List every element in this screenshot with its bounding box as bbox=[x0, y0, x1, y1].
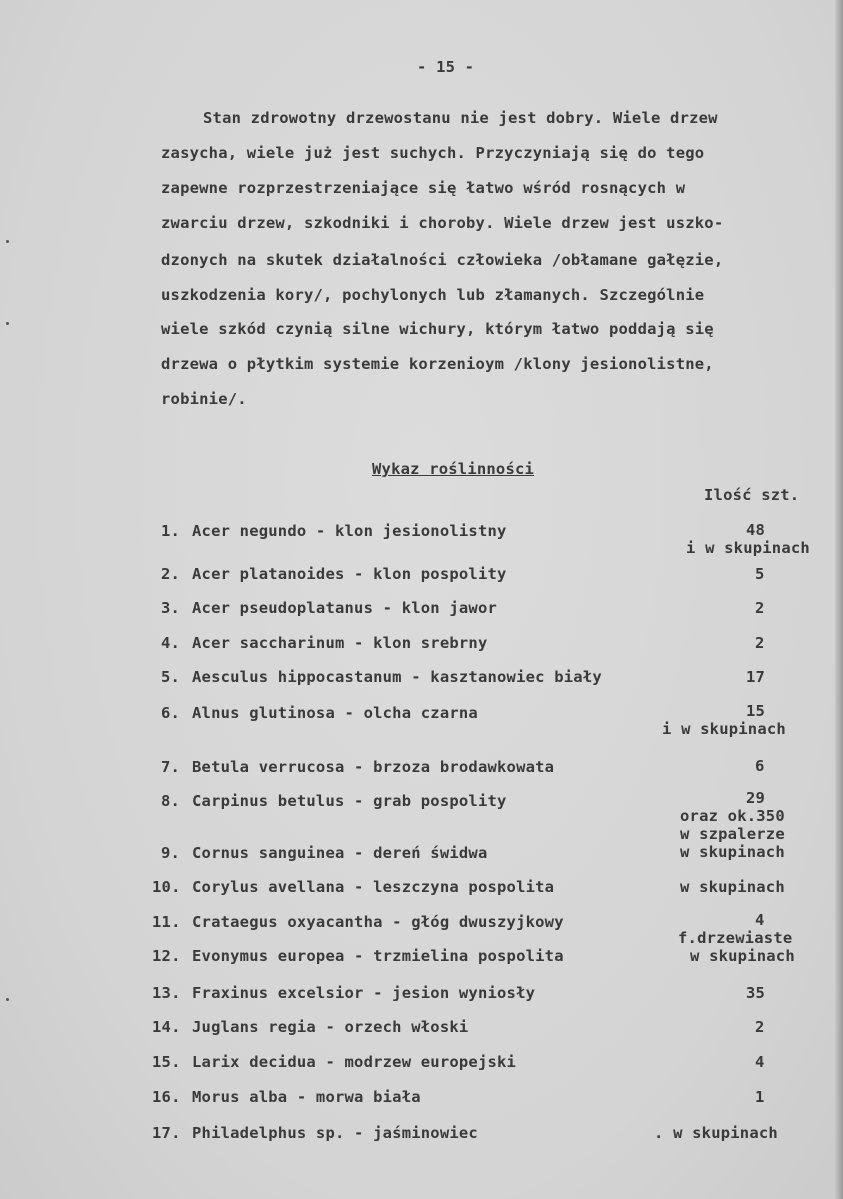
item-number: 11. bbox=[152, 913, 181, 931]
quantity-note: w szpalerze bbox=[680, 825, 785, 843]
quantity-value: 17 bbox=[746, 668, 766, 686]
paragraph-line: drzewa o płytkim systemie korzenioym /klony jesionolistne, bbox=[161, 355, 714, 373]
quantity-value: 35 bbox=[746, 984, 766, 1002]
page-number: - 15 - bbox=[417, 58, 475, 76]
species-name: Evonymus europea - trzmielina pospolita bbox=[192, 947, 564, 965]
item-number: 13. bbox=[152, 984, 181, 1002]
species-name: Philadelphus sp. - jaśminowiec bbox=[192, 1124, 478, 1142]
margin-mark bbox=[6, 240, 9, 243]
item-number: 9. bbox=[161, 844, 181, 862]
species-name: Morus alba - morwa biała bbox=[192, 1088, 421, 1106]
paragraph-line: zwarciu drzew, szkodniki i choroby. Wiele drzew jest uszko- bbox=[161, 214, 724, 232]
quantity-note: i w skupinach bbox=[662, 720, 786, 738]
paragraph-line: zasycha, wiele już jest suchych. Przyczyniają się do tego bbox=[161, 144, 705, 162]
paragraph-line: robinie/. bbox=[161, 390, 247, 408]
species-name: Larix decidua - modrzew europejski bbox=[192, 1053, 517, 1071]
species-name: Corylus avellana - leszczyna pospolita bbox=[192, 878, 555, 896]
margin-mark bbox=[6, 322, 9, 325]
species-name: Acer pseudoplatanus - klon jawor bbox=[192, 599, 498, 617]
paragraph-line: zapewne rozprzestrzeniające się łatwo wśród rosnących w bbox=[161, 179, 686, 197]
item-number: 6. bbox=[161, 704, 181, 722]
item-number: 8. bbox=[161, 792, 181, 810]
item-number: 3. bbox=[161, 599, 181, 617]
quantity-header: Ilość szt. bbox=[704, 486, 800, 504]
quantity-value: 5 bbox=[755, 565, 765, 583]
species-name: Acer negundo - klon jesionolistny bbox=[192, 522, 507, 540]
item-number: 4. bbox=[161, 634, 181, 652]
species-name: Betula verrucosa - brzoza brodawkowata bbox=[192, 758, 555, 776]
quantity-value: 1 bbox=[755, 1088, 765, 1106]
quantity-note: w skupinach bbox=[680, 878, 785, 896]
paragraph-line: dzonych na skutek działalności człowieka /obłamane gałęzie, bbox=[161, 251, 724, 269]
quantity-note: w skupinach bbox=[690, 947, 795, 965]
species-name: Acer platanoides - klon pospolity bbox=[192, 565, 507, 583]
quantity-value: 15 bbox=[746, 702, 766, 720]
quantity-note: . w skupinach bbox=[654, 1124, 778, 1142]
species-name: Fraxinus excelsior - jesion wyniosły bbox=[192, 984, 536, 1002]
species-name: Carpinus betulus - grab pospolity bbox=[192, 792, 507, 810]
item-number: 15. bbox=[152, 1053, 181, 1071]
item-number: 1. bbox=[161, 522, 181, 540]
page-edge-shadow bbox=[835, 0, 843, 1199]
species-name: Crataegus oxyacantha - głóg dwuszyjkowy bbox=[192, 913, 564, 931]
quantity-note: oraz ok.350 bbox=[680, 807, 785, 825]
quantity-value: 48 bbox=[746, 521, 766, 539]
species-name: Acer saccharinum - klon srebrny bbox=[192, 634, 488, 652]
species-name: Cornus sanguinea - dereń świdwa bbox=[192, 844, 488, 862]
quantity-value: 2 bbox=[755, 599, 765, 617]
item-number: 12. bbox=[152, 947, 181, 965]
section-title: Wykaz roślinności bbox=[372, 460, 535, 478]
quantity-value: 2 bbox=[755, 1018, 765, 1036]
quantity-note: f.drzewiaste bbox=[678, 929, 793, 947]
quantity-value: 29 bbox=[746, 789, 766, 807]
quantity-note: w skupinach bbox=[680, 843, 785, 861]
quantity-value: 2 bbox=[755, 634, 765, 652]
item-number: 16. bbox=[152, 1088, 181, 1106]
paragraph-line: wiele szkód czynią silne wichury, którym łatwo poddają się bbox=[161, 320, 714, 338]
quantity-value: 4 bbox=[755, 1053, 765, 1071]
item-number: 2. bbox=[161, 565, 181, 583]
item-number: 5. bbox=[161, 668, 181, 686]
quantity-value: 4 bbox=[755, 911, 765, 929]
paragraph-line: Stan zdrowotny drzewostanu nie jest dobry. Wiele drzew bbox=[203, 109, 718, 127]
paragraph-line: uszkodzenia kory/, pochylonych lub złamanych. Szczególnie bbox=[161, 286, 705, 304]
item-number: 17. bbox=[152, 1124, 181, 1142]
quantity-value: 6 bbox=[755, 757, 765, 775]
item-number: 14. bbox=[152, 1018, 181, 1036]
margin-mark bbox=[6, 998, 9, 1001]
item-number: 7. bbox=[161, 758, 181, 776]
species-name: Aesculus hippocastanum - kasztanowiec biały bbox=[192, 668, 602, 686]
species-name: Alnus glutinosa - olcha czarna bbox=[192, 704, 478, 722]
quantity-note: i w skupinach bbox=[686, 539, 810, 557]
species-name: Juglans regia - orzech włoski bbox=[192, 1018, 469, 1036]
item-number: 10. bbox=[152, 878, 181, 896]
